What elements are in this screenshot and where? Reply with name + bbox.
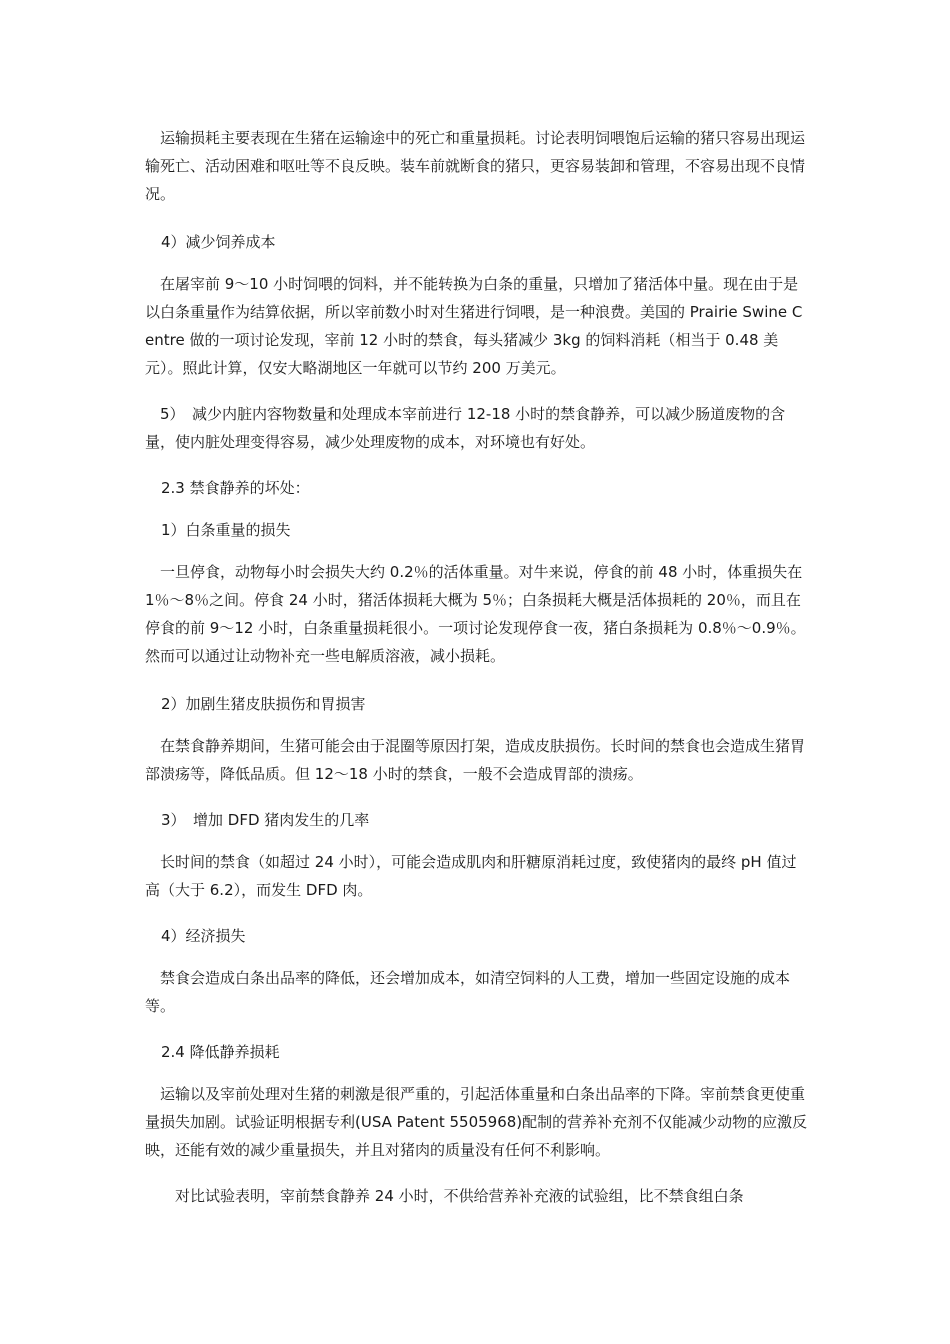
paragraph-transport-loss: 运输损耗主要表现在生猪在运输途中的死亡和重量损耗。讨论表明饲喂饱后运输的猪只容易出现运输死亡、活动困难和呕吐等不良反映。装车前就断食的猪只，更容易装卸和管理，不容易出现不良情况。 (145, 129, 806, 203)
heading-dfd-risk: 3） 增加 DFD 猪肉发生的几率 (161, 811, 370, 829)
paragraph-economic-loss: 禁食会造成白条出品率的降低，还会增加成本，如清空饲料的人工费，增加一些固定设施的成本等。 (145, 969, 791, 1015)
paragraph-dfd: 长时间的禁食（如超过 24 小时），可能会造成肌肉和肝糖原消耗过度，致使猪肉的最终 pH 值过高（大于 6.2），而发生 DFD 肉。 (145, 853, 797, 899)
paragraph-comparison-trial: 对比试验表明，宰前禁食静养 24 小时，不供给营养补充液的试验组，比不禁食组白条 (145, 1187, 744, 1205)
paragraph-reduce-loss: 运输以及宰前处理对生猪的刺激是很严重的，引起活体重量和白条出品率的下降。宰前禁食更使重量损失加剧。试验证明根据专利(USA Patent 5505968)配制的营养补充剂不仅能减少动物的应激反映，还能有效的减少重量损失，并且对猪肉的质量没有任何不利影响。 (145, 1085, 808, 1159)
heading-section-2-4: 2.4 降低静养损耗 (161, 1043, 280, 1061)
heading-economic-loss: 4）经济损失 (161, 927, 246, 945)
paragraph-feeding-cost: 在屠宰前 9～10 小时饲喂的饲料，并不能转换为白条的重量，只增加了猪活体中量。现在由于是以白条重量作为结算依据，所以宰前数小时对生猪进行饲喂，是一种浪费。美国的 Prairie Swine Centre 做的一项讨论发现，宰前 12 小时的禁食，每头猪减少 3kg 的饲料消耗（相当于 0.48 美元）。照此计算，仅安大略湖地区一年就可以节约 200 万美元。 (145, 275, 803, 377)
paragraph-skin-damage: 在禁食静养期间，生猪可能会由于混圈等原因打架，造成皮肤损伤。长时间的禁食也会造成生猪胃部溃疡等，降低品质。但 12～18 小时的禁食，一般不会造成胃部的溃疡。 (145, 737, 806, 783)
heading-carcass-weight-loss: 1）白条重量的损失 (161, 521, 291, 539)
heading-reduce-feeding-cost: 4）减少饲养成本 (161, 233, 276, 251)
paragraph-weight-loss: 一旦停食，动物每小时会损失大约 0.2％的活体重量。对牛来说，停食的前 48 小时，体重损失在 1％～8％之间。停食 24 小时，猪活体损耗大概为 5％；白条损耗大概是活体损耗的 20％，而且在停食的前 9～12 小时，白条重量损耗很小。一项讨论发现停食一夜，猪白条损耗为 0.8％～0.9％。然而可以通过让动物补充一些电解质溶液，减小损耗。 (145, 563, 806, 665)
heading-skin-stomach-damage: 2）加剧生猪皮肤损伤和胃损害 (161, 695, 366, 713)
heading-section-2-3: 2.3 禁食静养的坏处： (161, 479, 310, 497)
paragraph-offal-cost: 5） 减少内脏内容物数量和处理成本宰前进行 12-18 小时的禁食静养，可以减少肠道废物的含量，使内脏处理变得容易，减少处理废物的成本，对环境也有好处。 (145, 405, 786, 451)
